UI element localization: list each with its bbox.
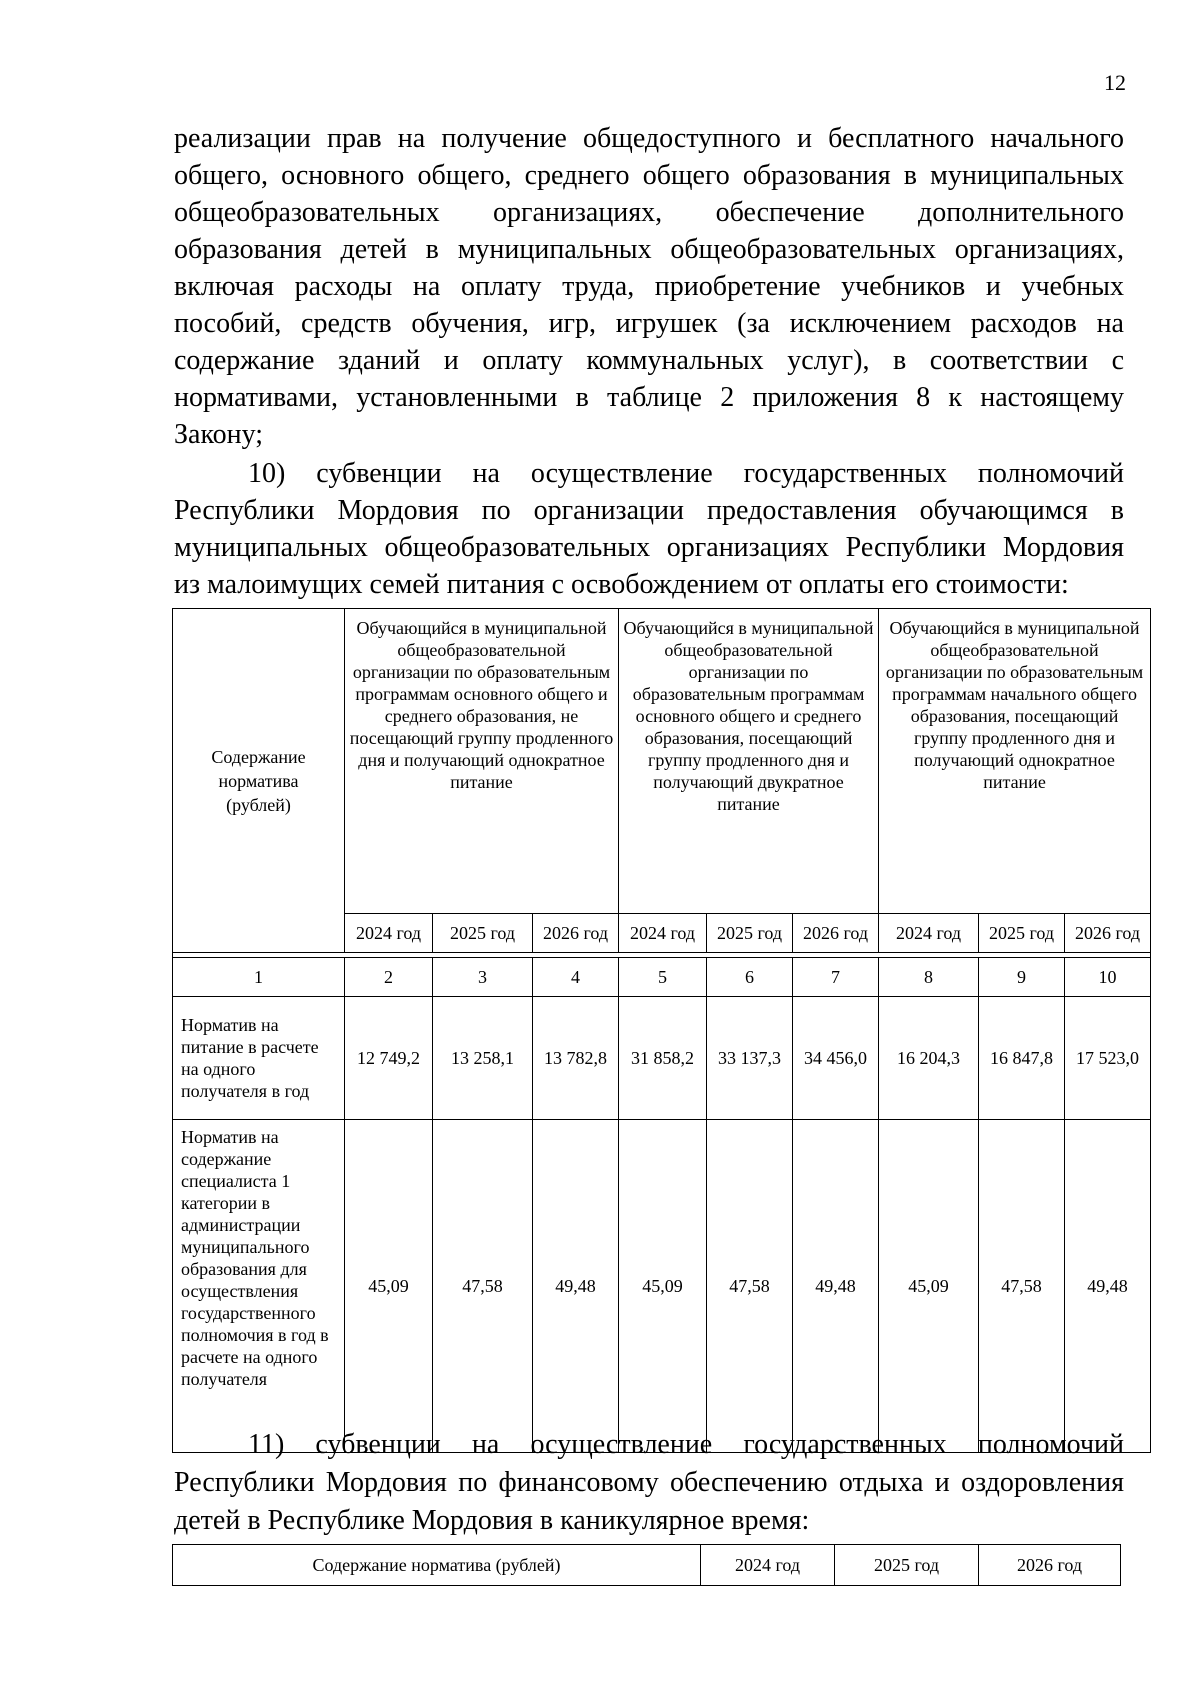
table2-header-content: Содержание норматива (рублей) xyxy=(173,1545,701,1586)
year-header: 2026 год xyxy=(793,914,879,953)
intro-line: общеобразовательных организациях, обеспечение дополнительного xyxy=(174,197,1124,228)
year-header: 2025 год xyxy=(707,914,793,953)
table-cell: 13 258,1 xyxy=(433,997,533,1120)
year-header: 2026 год xyxy=(533,914,619,953)
column-number: 5 xyxy=(619,958,707,997)
column-number: 4 xyxy=(533,958,619,997)
table-cell: 49,48 xyxy=(533,1120,619,1453)
item11-line: 11) субвенции на осуществление государственных полномочий xyxy=(248,1429,1124,1460)
year-header: 2025 год xyxy=(433,914,533,953)
column-number: 7 xyxy=(793,958,879,997)
year-header: 2025 год xyxy=(979,914,1065,953)
table-cell: 16 847,8 xyxy=(979,997,1065,1120)
table-cell: 34 456,0 xyxy=(793,997,879,1120)
table-cell: 49,48 xyxy=(1065,1120,1151,1453)
group-header-1: Обучающийся в муниципальной общеобразовательной организации по образовательным программам основного общего и среднего образования, не посещающий группу продленного дня и получающий однократное питание xyxy=(345,609,619,914)
column-number: 1 xyxy=(173,958,345,997)
table-cell: 16 204,3 xyxy=(879,997,979,1120)
intro-line: образования детей в муниципальных общеобразовательных организациях, xyxy=(174,234,1124,265)
intro-line: пособий, средств обучения, игр, игрушек (за исключением расходов на xyxy=(174,308,1124,339)
corner-header: Содержание норматива (рублей) xyxy=(173,609,345,953)
table-cell: 33 137,3 xyxy=(707,997,793,1120)
item10-line: из малоимущих семей питания с освобождением от оплаты его стоимости: xyxy=(174,569,1069,600)
table2-header-year: 2026 год xyxy=(979,1545,1121,1586)
column-number: 10 xyxy=(1065,958,1151,997)
row-label: Норматив на содержание специалиста 1 категории в администрации муниципального образования для осуществления государственного полномочия в год в расчете на одного получателя xyxy=(173,1120,345,1453)
intro-line: нормативами, установленными в таблице 2 приложения 8 к настоящему xyxy=(174,382,1124,413)
year-header: 2024 год xyxy=(619,914,707,953)
table-cell: 45,09 xyxy=(345,1120,433,1453)
table-cell: 12 749,2 xyxy=(345,997,433,1120)
item10-line: Республики Мордовия по организации предоставления обучающимся в xyxy=(174,495,1124,526)
intro-line: общего, основного общего, среднего общего образования в муниципальных xyxy=(174,160,1124,191)
intro-line: реализации прав на получение общедоступного и бесплатного начального xyxy=(174,123,1124,154)
nutrition-norms-table xyxy=(172,608,1151,1453)
column-number: 8 xyxy=(879,958,979,997)
table-cell: 45,09 xyxy=(619,1120,707,1453)
table-row xyxy=(173,1120,1151,1453)
table-cell: 47,58 xyxy=(707,1120,793,1453)
table-cell: 45,09 xyxy=(879,1120,979,1453)
table-cell: 47,58 xyxy=(433,1120,533,1453)
table-cell: 31 858,2 xyxy=(619,997,707,1120)
year-header: 2026 год xyxy=(1065,914,1151,953)
table-cell: 17 523,0 xyxy=(1065,997,1151,1120)
table-cell: 47,58 xyxy=(979,1120,1065,1453)
item11-line: Республики Мордовия по финансовому обеспечению отдыха и оздоровления xyxy=(174,1467,1124,1498)
column-number: 2 xyxy=(345,958,433,997)
group-header-3: Обучающийся в муниципальной общеобразовательной организации по образовательным программам начального общего образования, посещающий группу продленного дня и получающий однократное питание xyxy=(879,609,1151,914)
item11-line: детей в Республике Мордовия в каникулярное время: xyxy=(174,1505,810,1536)
item10-line: 10) субвенции на осуществление государственных полномочий xyxy=(248,458,1124,489)
intro-line: содержание зданий и оплату коммунальных услуг), в соответствии с xyxy=(174,345,1124,376)
intro-line: включая расходы на оплату труда, приобретение учебников и учебных xyxy=(174,271,1124,302)
page-number: 12 xyxy=(1104,70,1126,95)
table-cell: 13 782,8 xyxy=(533,997,619,1120)
year-header: 2024 год xyxy=(879,914,979,953)
table-row xyxy=(173,997,1151,1120)
row-label: Норматив на питание в расчете на одного получателя в год xyxy=(173,997,345,1120)
item10-line: муниципальных общеобразовательных организациях Республики Мордовия xyxy=(174,532,1124,563)
table2-header-year: 2024 год xyxy=(701,1545,835,1586)
recreation-norms-table xyxy=(172,1544,1121,1586)
column-number: 3 xyxy=(433,958,533,997)
column-number: 6 xyxy=(707,958,793,997)
table2-header-year: 2025 год xyxy=(835,1545,979,1586)
group-header-2: Обучающийся в муниципальной общеобразовательной организации по образовательным программам основного общего и среднего образования, посещающий группу продленного дня и получающий двукратное питание xyxy=(619,609,879,914)
table-cell: 49,48 xyxy=(793,1120,879,1453)
column-number: 9 xyxy=(979,958,1065,997)
year-header: 2024 год xyxy=(345,914,433,953)
intro-line: Закону; xyxy=(174,419,264,450)
